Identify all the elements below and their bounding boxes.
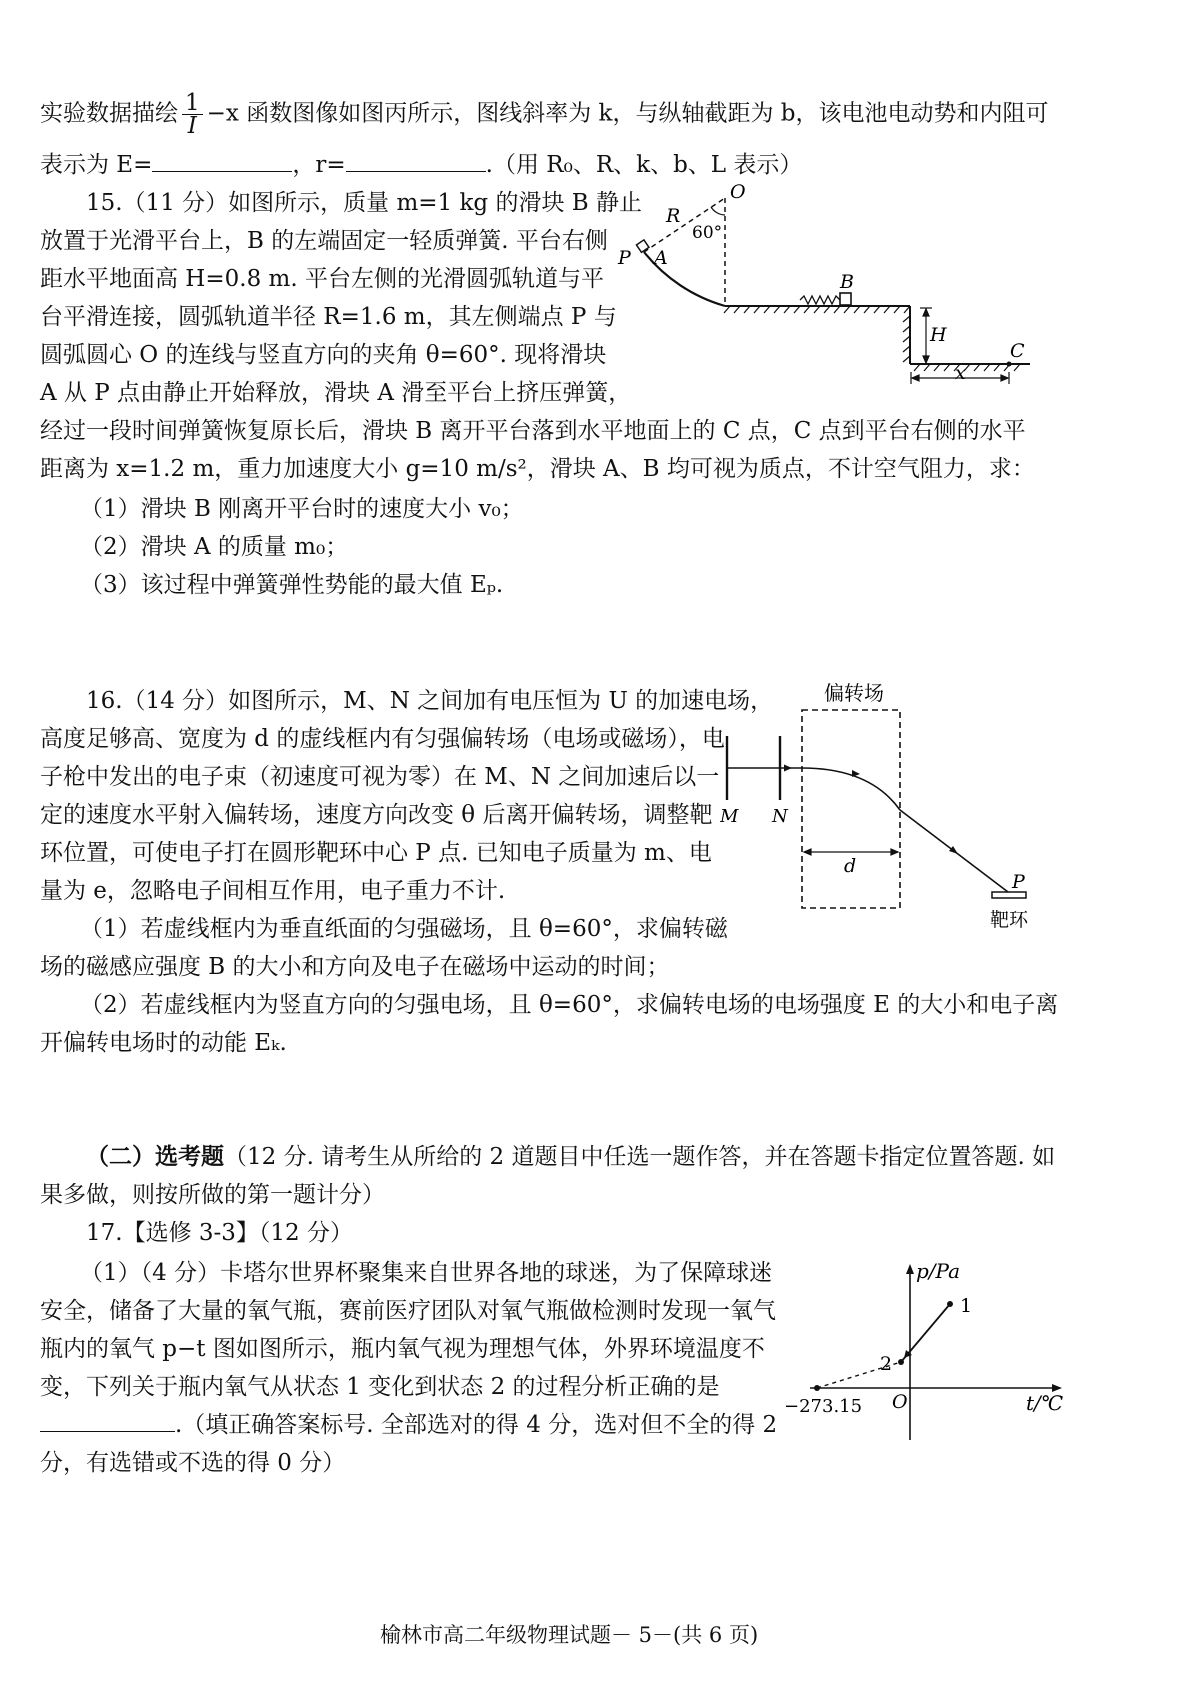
q15-line: 距水平地面高 H=0.8 m. 平台左侧的光滑圆弧轨道与平 xyxy=(40,266,604,292)
exit-arrow xyxy=(949,846,958,854)
state-2-label: 2 xyxy=(880,1353,893,1375)
state-2-point xyxy=(898,1359,904,1365)
q15-figure xyxy=(600,180,1050,390)
x-axis-label: t/℃ xyxy=(1026,1391,1064,1415)
origin-label: O xyxy=(892,1391,908,1413)
block-b xyxy=(840,293,851,305)
label-c: C xyxy=(1010,340,1025,362)
state-1-label: 1 xyxy=(960,1295,973,1317)
q17-line: 安全，储备了大量的氧气瓶，赛前医疗团队对氧气瓶做检测时发现一氧气 xyxy=(40,1298,776,1324)
page-footer: 榆林市高二年级物理试题－ 5－(共 6 页) xyxy=(380,1623,759,1647)
label-p: P xyxy=(1012,871,1025,893)
label-p: P xyxy=(618,247,631,269)
label-n: N xyxy=(772,806,788,827)
point-c xyxy=(1007,362,1012,367)
q15-line: 台平滑连接，圆弧轨道半径 R=1.6 m，其左侧端点 P 与 xyxy=(40,304,617,330)
q15-line: 放置于光滑平台上，B 的左端固定一轻质弹簧. 平台右侧 xyxy=(40,228,608,254)
wall-hatch xyxy=(903,316,910,362)
q17-line: （1）（4 分）卡塔尔世界杯聚集来自世界各地的球迷，为了保障球迷 xyxy=(80,1260,773,1286)
section-2-line-2: 果多做，则按所做的第一题计分） xyxy=(40,1182,385,1208)
label-angle: 60° xyxy=(692,223,723,243)
state-1-point xyxy=(947,1301,953,1307)
beam-curve xyxy=(802,768,900,810)
y-axis-label: p/Pa xyxy=(916,1259,961,1283)
q16-sub1-line: （1）若虚线框内为垂直纸面的匀强磁场，且 θ=60°，求偏转磁 xyxy=(80,916,728,942)
q17-line5-rest: .（填正确答案标号. 全部选对的得 4 分，选对但不全的得 2 xyxy=(175,1412,778,1438)
q16-line: 环位置，可使电子打在圆形靶环中心 P 点. 已知电子质量为 m、电 xyxy=(40,840,712,866)
label-h: H xyxy=(930,324,947,346)
q16-line: 定的速度水平射入偏转场，速度方向改变 θ 后离开偏转场，调整靶 xyxy=(40,802,713,828)
beam-arrow xyxy=(784,765,792,772)
q15-line: 15.（11 分）如图所示，质量 m=1 kg 的滑块 B 静止 xyxy=(86,190,642,216)
top-line-1 xyxy=(40,92,1048,137)
label-x: x xyxy=(955,362,966,384)
label-o: O xyxy=(730,181,746,203)
q15-line: 距离为 x=1.2 m，重力加速度大小 g=10 m/s²，滑块 A、B 均可视为质点，不计空气阻力，求： xyxy=(40,456,1035,482)
q15-line: A 从 P 点由静止开始释放，滑块 A 滑至平台上挤压弹簧， xyxy=(40,380,632,406)
fraction-denominator: I xyxy=(187,113,197,139)
section-2-line-1 xyxy=(86,1142,1055,1172)
q16-line: 高度足够高、宽度为 d 的虚线框内有匀强偏转场（电场或磁场），电 xyxy=(40,726,725,752)
top-line2-a: 表示为 E= xyxy=(40,152,153,178)
label-a: A xyxy=(654,247,668,269)
top-line-2 xyxy=(40,150,802,180)
top-line1-pre: 实验数据描绘 xyxy=(40,100,178,127)
label-r: R xyxy=(666,205,681,227)
fraction-1-over-i xyxy=(182,92,203,137)
ground-hatch xyxy=(914,364,1020,371)
label-target-ring: 靶环 xyxy=(990,909,1029,931)
spring xyxy=(800,296,840,304)
fraction-numerator: 1 xyxy=(182,92,203,115)
q15-sub-question: （2）滑块 A 的质量 m₀； xyxy=(80,534,349,560)
q16-line: 16.（14 分）如图所示，M、N 之间加有电压恒为 U 的加速电场， xyxy=(86,688,774,714)
q15-line: 圆弧圆心 O 的连线与竖直方向的夹角 θ=60°. 现将滑块 xyxy=(40,342,607,368)
q16-sub1-line: 场的磁感应强度 B 的大小和方向及电子在磁场中运动的时间； xyxy=(40,954,670,980)
top-line2-b: ，r= xyxy=(292,152,346,178)
p-t-graph xyxy=(780,1250,1080,1450)
field-title: 偏转场 xyxy=(824,681,884,705)
intercept-label: −273.15 xyxy=(784,1396,863,1417)
top-line2-c: .（用 R₀、R、k、b、L 表示） xyxy=(485,152,803,178)
q16-sub2-line: 开偏转电场时的动能 Eₖ. xyxy=(40,1030,287,1056)
angle-arc xyxy=(711,207,725,215)
label-d: d xyxy=(844,855,857,877)
q15-line: 经过一段时间弹簧恢复原长后，滑块 B 离开平台落到水平地面上的 C 点，C 点到平台右侧的水平 xyxy=(40,418,1026,444)
q16-sub2-line: （2）若虚线框内为竖直方向的匀强电场，且 θ=60°，求偏转电场的电场强度 E 的大小和电子离 xyxy=(80,992,1059,1018)
q17-line: 瓶内的氧气 p−t 图如图所示，瓶内氧气视为理想气体，外界环境温度不 xyxy=(40,1336,765,1362)
section-2-heading: （二）选考题 xyxy=(86,1143,224,1170)
deflection-field-box xyxy=(802,710,900,908)
section-2-intro: （12 分. 请考生从所给的 2 道题目中任选一题作答，并在答题卡指定位置答题. 如 xyxy=(224,1144,1056,1170)
q16-figure xyxy=(720,670,1040,940)
q15-sub-question: （3）该过程中弹簧弹性势能的最大值 Eₚ. xyxy=(80,572,504,598)
top-line1-post: −x 函数图像如图丙所示，图线斜率为 k，与纵轴截距为 b，该电池电动势和内阻可 xyxy=(206,100,1049,127)
y-axis-arrow xyxy=(906,1264,914,1274)
q16-line: 子枪中发出的电子束（初速度可视为零）在 M、N 之间加速后以一 xyxy=(40,764,720,790)
label-b: B xyxy=(840,271,854,293)
q16-line: 量为 e，忽略电子间相互作用，电子重力不计. xyxy=(40,878,506,904)
platform-hatch xyxy=(724,306,910,313)
q17-line: 分，有选错或不选的得 0 分） xyxy=(40,1450,346,1476)
answer-blank-e[interactable] xyxy=(152,169,292,172)
answer-blank-r[interactable] xyxy=(346,169,486,172)
answer-blank-q17[interactable] xyxy=(40,1429,175,1432)
q17-line: 变，下列关于瓶内氧气从状态 1 变化到状态 2 的过程分析正确的是 xyxy=(40,1374,720,1400)
q17-title: 17.【选修 3-3】（12 分） xyxy=(86,1220,354,1246)
q17-line-5 xyxy=(40,1410,777,1440)
label-m: M xyxy=(720,806,739,827)
q15-sub-question: （1）滑块 B 刚离开平台时的速度大小 v₀； xyxy=(80,496,524,522)
